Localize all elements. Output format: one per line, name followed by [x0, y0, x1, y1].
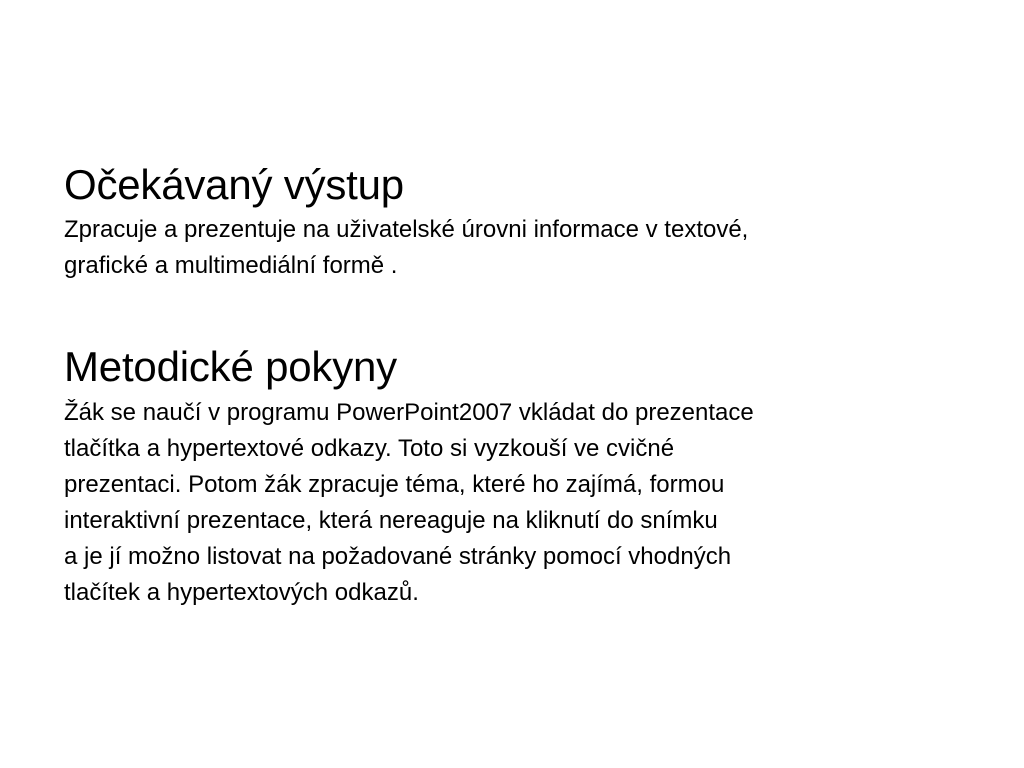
- body-line: tlačítka a hypertextové odkazy. Toto si vyzkouší ve cvičné: [64, 434, 675, 462]
- body-line: tlačítek a hypertextových odkazů.: [64, 578, 419, 606]
- section-body-methodical-guidelines: [64, 395, 964, 611]
- section-expected-output: [64, 160, 964, 284]
- section-body-expected-output: [64, 212, 964, 284]
- slide-content: [64, 160, 964, 611]
- body-line: grafické a multimediální formě .: [64, 252, 398, 280]
- section-heading-expected-output: Očekávaný výstup: [64, 161, 404, 208]
- body-line: a je jí možno listovat na požadované stránky pomocí vhodných: [64, 542, 732, 570]
- body-line: Žák se naučí v programu PowerPoint2007 vkládat do prezentace: [64, 398, 754, 426]
- body-line: interaktivní prezentace, která nereaguje na kliknutí do snímku: [64, 506, 718, 534]
- section-methodical-guidelines: [64, 342, 964, 610]
- section-heading-methodical-guidelines: Metodické pokyny: [64, 343, 397, 391]
- body-line: prezentaci. Potom žák zpracuje téma, které ho zajímá, formou: [64, 470, 725, 498]
- body-line: Zpracuje a prezentuje na uživatelské úrovni informace v textové,: [64, 216, 749, 244]
